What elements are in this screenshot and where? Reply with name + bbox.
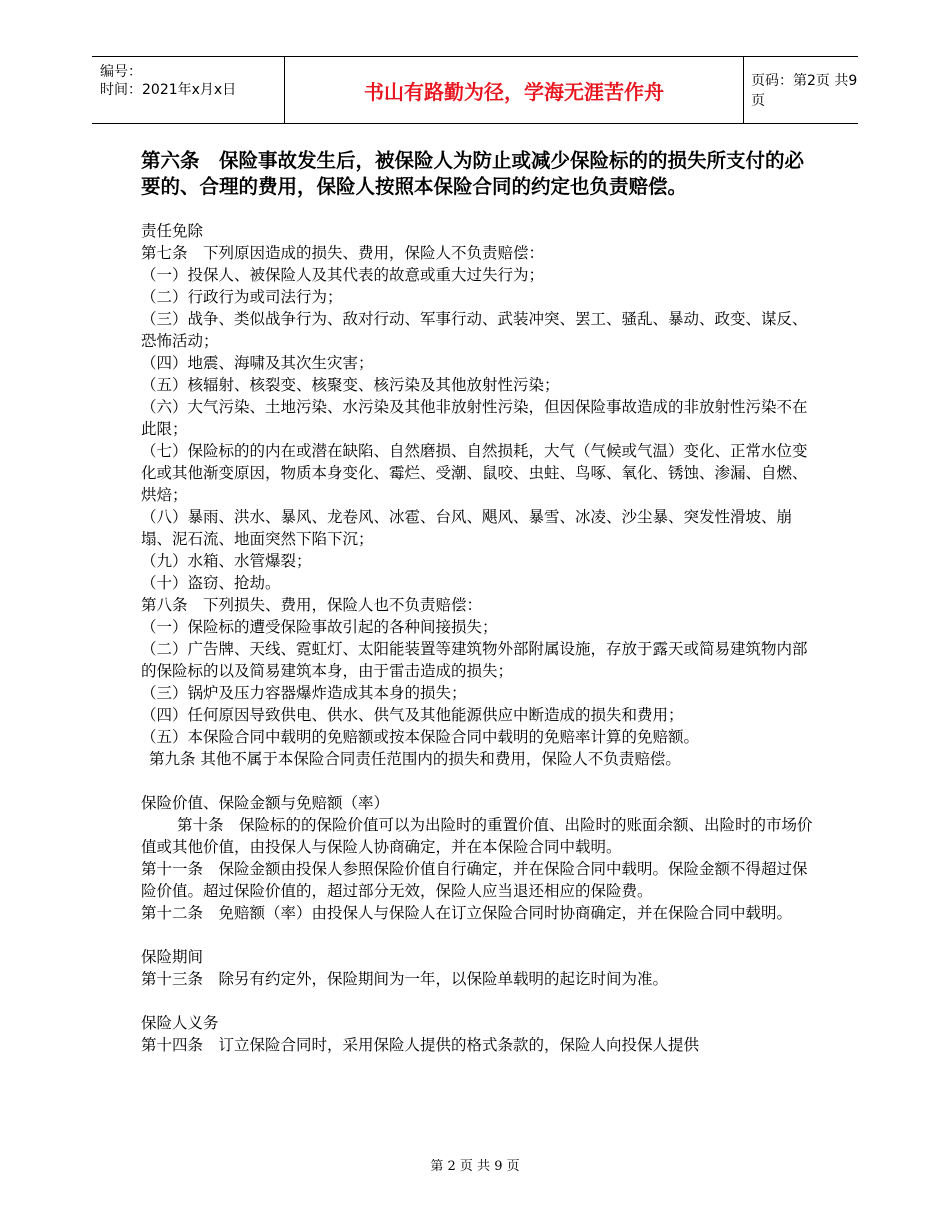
spacer	[141, 770, 821, 792]
article-9: 第九条 其他不属于本保险合同责任范围内的损失和费用，保险人不负责赔偿。	[149, 750, 681, 768]
section-heading-period: 保险期间	[141, 948, 204, 966]
header-number-label: 编号：	[100, 64, 142, 80]
page-footer: 第 2 页 共 9 页	[430, 1159, 520, 1174]
section-heading-exclusion: 责任免除	[141, 222, 204, 240]
article-10: 第十条 保险标的的保险价值可以为出险时的重置价值、出险时的账面余额、出险时的市场价值或其他价值，由投保人与保险人协商确定，并在本保险合同中载明。	[141, 816, 813, 856]
header-meta	[92, 57, 284, 123]
section-heading-value: 保险价值、保险金额与免赔额（率）	[141, 794, 390, 812]
header-time-label: 时间：2021年x月x日	[100, 82, 237, 98]
list-item: （七）保险标的的内在或潜在缺陷、自然磨损、自然损耗，大气（气候或气温）变化、正常水位变化或其他渐变原因，物质本身变化、霉烂、受潮、鼠咬、虫蛀、鸟啄、氧化、锈蚀、渗漏、自燃、烘焙；	[141, 442, 808, 504]
article-7: 第七条 下列原因造成的损失、费用，保险人不负责赔偿：	[141, 244, 545, 262]
article-12: 第十二条 免赔额（率）由投保人与保险人在订立保险合同时协商确定，并在保险合同中载明。	[141, 904, 793, 922]
list-item: （二）广告牌、天线、霓虹灯、太阳能装置等建筑物外部附属设施，存放于露天或简易建筑物内部的保险标的以及简易建筑本身，由于雷击造成的损失；	[141, 640, 808, 680]
list-item: （六）大气污染、土地污染、水污染及其他非放射性污染，但因保险事故造成的非放射性污染不在此限；	[141, 398, 808, 438]
list-item: （三）战争、类似战争行为、敌对行动、军事行动、武装冲突、罢工、骚乱、暴动、政变、谋反、恐怖活动；	[141, 310, 808, 350]
section-heading-duty: 保险人义务	[141, 1014, 219, 1032]
article-11: 第十一条 保险金额由投保人参照保险价值自行确定，并在保险合同中载明。保险金额不得超过保险价值。超过保险价值的，超过部分无效，保险人应当退还相应的保险费。	[141, 860, 808, 900]
list-item: （九）水箱、水管爆裂；	[141, 552, 312, 570]
list-item: （一）投保人、被保险人及其代表的故意或重大过失行为；	[141, 266, 545, 284]
list-item: （五）核辐射、核裂变、核聚变、核污染及其他放射性污染；	[141, 376, 560, 394]
article-14: 第十四条 订立保险合同时，采用保险人提供的格式条款的，保险人向投保人提供	[141, 1036, 700, 1054]
list-item: （一）保险标的遭受保险事故引起的各种间接损失；	[141, 618, 498, 636]
list-item: （八）暴雨、洪水、暴风、龙卷风、冰雹、台风、飓风、暴雪、冰凌、沙尘暴、突发性滑坡、崩塌、泥石流、地面突然下陷下沉；	[141, 508, 793, 548]
article-6: 第六条 保险事故发生后，被保险人为防止或减少保险标的的损失所支付的必要的、合理的费用，保险人按照本保险合同的约定也负责赔偿。	[141, 149, 805, 198]
article-13: 第十三条 除另有约定外，保险期间为一年，以保险单载明的起讫时间为准。	[141, 970, 669, 988]
spacer	[141, 990, 821, 1012]
list-item: （四）任何原因导致供电、供水、供气及其他能源供应中断造成的损失和费用；	[141, 706, 684, 724]
document-body	[141, 148, 821, 1056]
page-header	[92, 56, 858, 124]
list-item: （二）行政行为或司法行为；	[141, 288, 343, 306]
header-motto: 书山有路勤为径，学海无涯苦作舟	[284, 57, 744, 123]
header-page-label: 页码：第2页 共9页	[751, 73, 858, 109]
spacer	[141, 924, 821, 946]
list-item: （三）锅炉及压力容器爆炸造成其本身的损失；	[141, 684, 467, 702]
list-item: （四）地震、海啸及其次生灾害；	[141, 354, 374, 372]
list-item: （十）盗窃、抢劫。	[141, 574, 281, 592]
list-item: （五）本保险合同中载明的免赔额或按本保险合同中载明的免赔率计算的免赔额。	[141, 728, 700, 746]
article-8: 第八条 下列损失、费用，保险人也不负责赔偿：	[141, 596, 483, 614]
